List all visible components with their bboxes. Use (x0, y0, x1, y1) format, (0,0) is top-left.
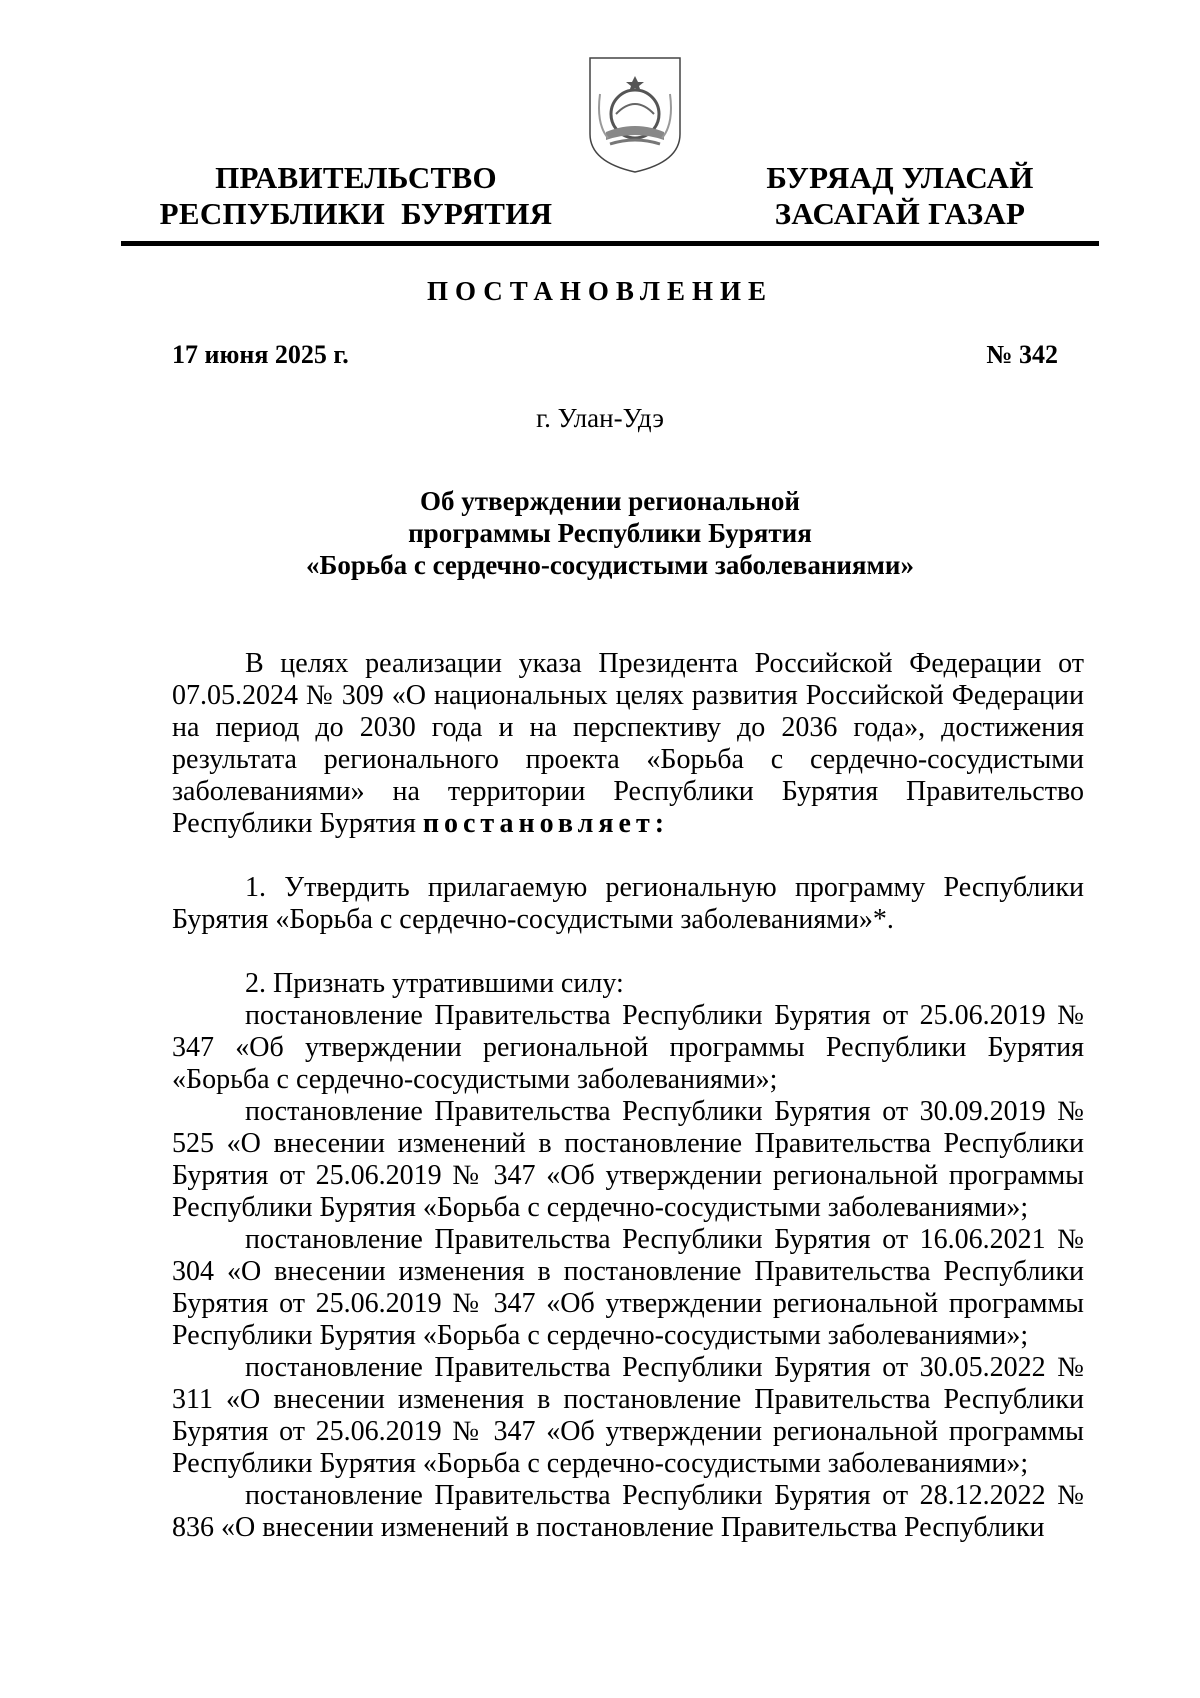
coat-of-arms-icon (586, 54, 684, 174)
title-line2: программы Республики Бурятия (408, 518, 812, 548)
repealed-item-5: постановление Правительства Республики Бурятия от 28.12.2022 № 836 «О внесении изменений в постановление Правительства Республики (172, 1480, 1084, 1543)
repealed-item-2: постановление Правительства Республики Бурятия от 30.09.2019 № 525 «О внесении изменений в постановление Правительства Республики Бурятия от 25.06.2019 № 347 «Об утверждении региональной программы Республики Бурятия «Борьба с сердечно-сосудистыми заболеваниями»; (172, 1096, 1084, 1223)
item-1-paragraph: 1. Утвердить прилагаемую региональную программу Республики Бурятия «Борьба с сердечно-сосудистыми заболеваниями»*. (172, 872, 1084, 935)
document-body (172, 648, 1084, 1544)
government-name-russian (150, 160, 562, 232)
resolves-word: постановляет: (422, 808, 670, 839)
repealed-item-1: постановление Правительства Республики Бурятия от 25.06.2019 № 347 «Об утверждении региональной программы Республики Бурятия «Борьба с сердечно-сосудистыми заболеваниями»; (172, 1000, 1084, 1095)
repealed-item-3: постановление Правительства Республики Бурятия от 16.06.2021 № 304 «О внесении изменения в постановление Правительства Республики Бурятия от 25.06.2019 № 347 «Об утверждении региональной программы Республики Бурятия «Борьба с сердечно-сосудистыми заболеваниями»; (172, 1224, 1084, 1351)
government-name-buryat-line2: ЗАСАГАЙ ГАЗАР (774, 196, 1026, 231)
document-date: 17 июня 2025 г. (172, 340, 349, 369)
document-city: г. Улан-Удэ (536, 403, 664, 433)
preamble-paragraph (172, 648, 1084, 840)
title-line3: «Борьба с сердечно-сосудистыми заболеваниями» (305, 550, 914, 580)
item-2-paragraph: 2. Признать утратившими силу: (245, 968, 624, 999)
title-line1: Об утверждении региональной (420, 486, 800, 516)
government-name-buryat (735, 160, 1065, 232)
preamble-text: В целях реализации указа Президента Российской Федерации от 07.05.2024 № 309 «О национальных целях развития Российской Федерации на период до 2030 года и на перспективу до 2036 года», достижения результата регионального проекта «Борьба с сердечно-сосудистыми заболеваниями» на территории Республики Бурятия Правительство Республики Бурятия (172, 648, 1084, 839)
government-name-buryat-line1: БУРЯАД УЛАСАЙ (766, 160, 1034, 195)
government-name-line2: РЕСПУБЛИКИ БУРЯТИЯ (159, 196, 553, 231)
document-title (200, 485, 1020, 581)
government-name-line1: ПРАВИТЕЛЬСТВО (215, 160, 497, 195)
header-divider (121, 241, 1099, 246)
repealed-item-4: постановление Правительства Республики Бурятия от 30.05.2022 № 311 «О внесении изменения в постановление Правительства Республики Бурятия от 25.06.2019 № 347 «Об утверждении региональной программы Республики Бурятия «Борьба с сердечно-сосудистыми заболеваниями»; (172, 1352, 1084, 1479)
document-number: № 342 (986, 340, 1058, 369)
document-type: ПОСТАНОВЛЕНИЕ (426, 276, 774, 306)
